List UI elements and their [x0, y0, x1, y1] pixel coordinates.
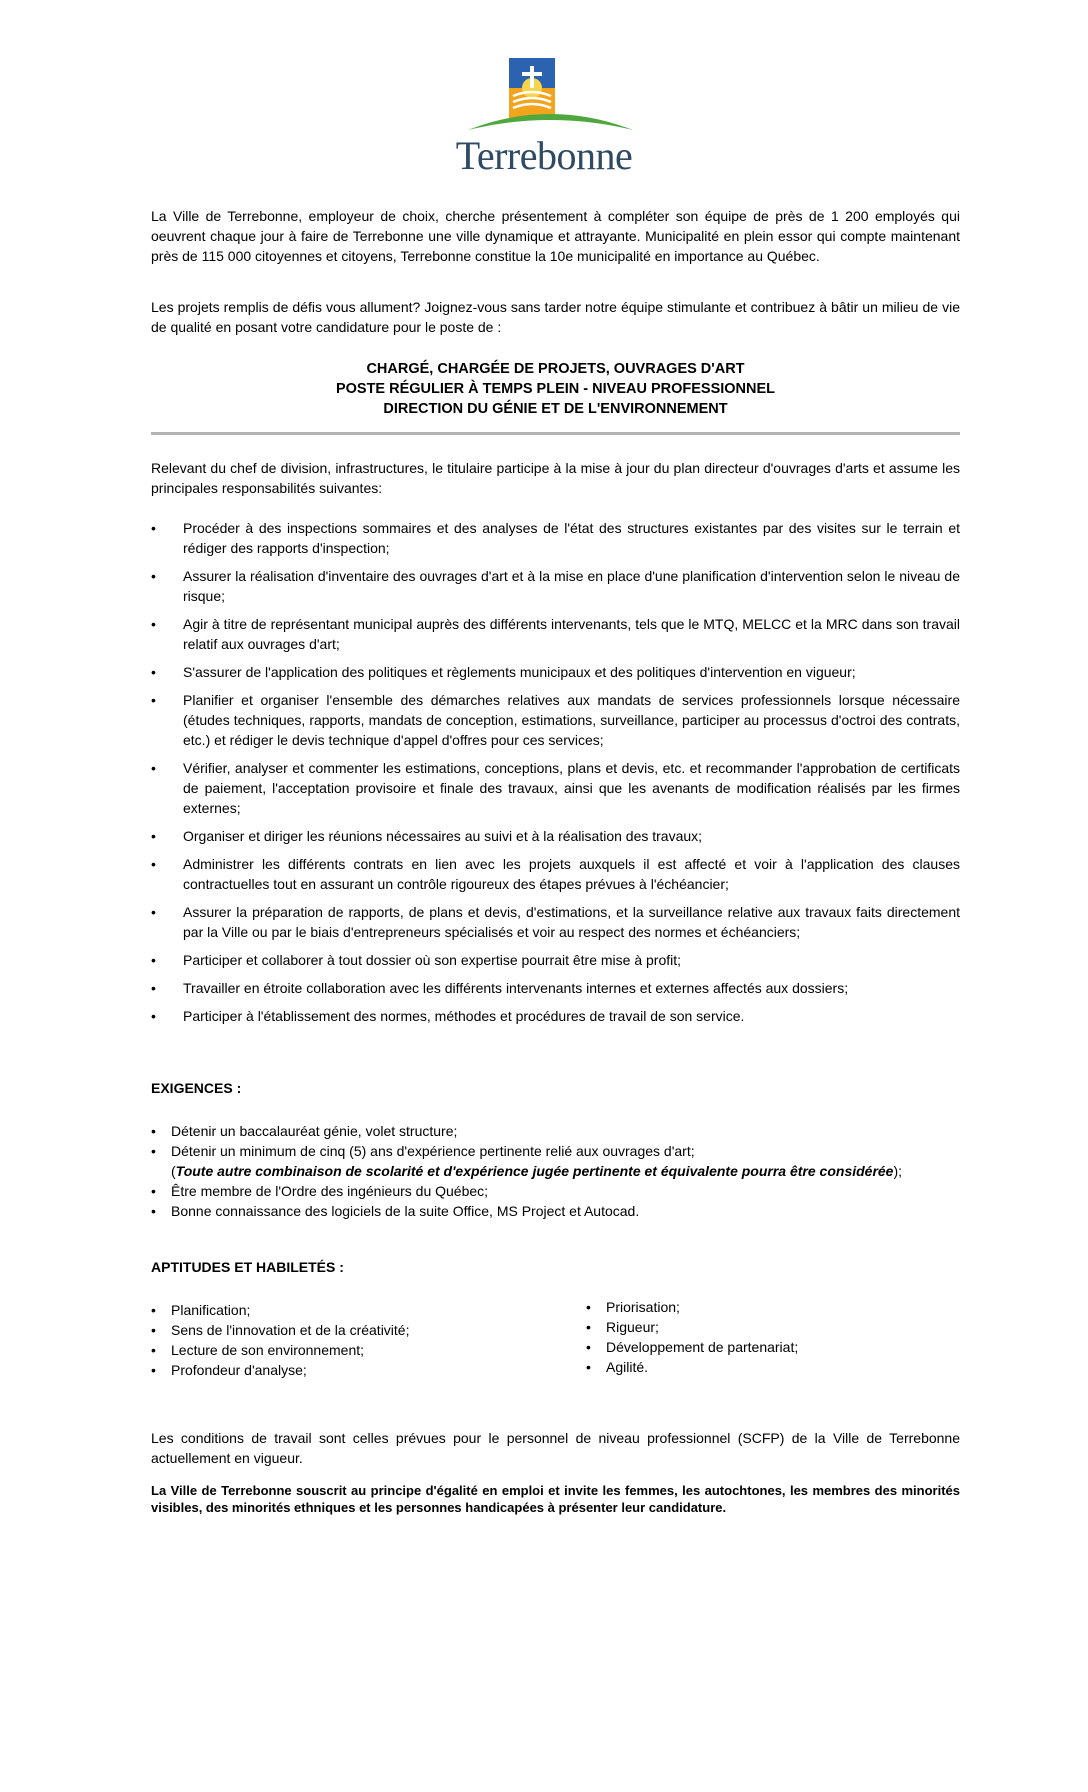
requirements-heading: EXIGENCES : — [151, 1080, 242, 1096]
working-conditions: Les conditions de travail sont celles prévues pour le personnel de niveau professionnel (SCFP) de la Ville de Terrebonne actuellement en vigueur. — [151, 1430, 960, 1466]
requirements-list — [151, 1121, 960, 1161]
intro-paragraph-1: La Ville de Terrebonne, employeur de choix, cherche présentement à compléter son équipe de près de 1 200 employés qui oeuvrent chaque jour à faire de Terrebonne une ville dynamique et attrayante. Municipalité en plein essor qui compte maintenant près de 115 000 citoyennes et citoyens, Terrebonne constitue la 10e municipalité en importance au Québec. — [151, 208, 960, 264]
list-item: • Assurer la préparation de rapports, de plans et devis, d'estimations, et la surveillance relative aux travaux faits directement par la Ville ou par le biais d'entrepreneurs spécialisés et voir au respect des normes et échéanciers; — [151, 902, 960, 942]
list-item: • Assurer la réalisation d'inventaire des ouvrages d'art et à la mise en place d'une planification d'intervention selon le niveau de risque; — [151, 566, 960, 606]
list-item: • Sens de l'innovation et de la créativité; — [151, 1320, 571, 1340]
skills-list-left — [151, 1300, 571, 1380]
job-status: POSTE RÉGULIER À TEMPS PLEIN - NIVEAU PROFESSIONNEL — [335, 381, 776, 397]
list-item: • Détenir un baccalauréat génie, volet structure; — [151, 1121, 960, 1141]
title-divider — [151, 432, 960, 435]
list-item: • Agir à titre de représentant municipal auprès des différents intervenants, tels que le MTQ, MELCC et la MRC dans son travail relatif aux ouvrages d'art; — [151, 614, 960, 654]
requirements-list-cont — [151, 1181, 960, 1221]
duties-list — [151, 518, 960, 1034]
list-item: • Planifier et organiser l'ensemble des démarches relatives aux mandats de services professionnels lorsque nécessaire (études techniques, rapports, mandats de conception, estimations, surveillance, participer au processus d'octroi des contrats, etc.) et rédiger le devis technique d'appel d'offres pour ces services; — [151, 690, 960, 750]
logo-swoosh-icon — [468, 104, 633, 134]
list-item: • Travailler en étroite collaboration avec les différents intervenants internes et externes affectés aux dossiers; — [151, 978, 960, 998]
requirements-note: (Toute autre combinaison de scolarité et d'expérience jugée pertinente et équivalente pourra être considérée); — [171, 1163, 903, 1179]
list-item: • Bonne connaissance des logiciels de la suite Office, MS Project et Autocad. — [151, 1201, 960, 1221]
intro-paragraph-2: Les projets remplis de défis vous allument? Joignez-vous sans tarder notre équipe stimulante et contribuez à bâtir un milieu de vie de qualité en posant votre candidature pour le poste de : — [151, 299, 960, 335]
list-item: • Planification; — [151, 1300, 571, 1320]
list-item: • S'assurer de l'application des politiques et règlements municipaux et des politiques d'intervention en vigueur; — [151, 662, 960, 682]
list-item: • Priorisation; — [586, 1297, 956, 1317]
list-item: • Lecture de son environnement; — [151, 1340, 571, 1360]
list-item: • Développement de partenariat; — [586, 1337, 956, 1357]
list-item: • Agilité. — [586, 1357, 956, 1377]
list-item: • Administrer les différents contrats en lien avec les projets auxquels il est affecté et voir à l'application des clauses contractuelles tout en assurant un contrôle rigoureux des étapes prévues à l'échéancier; — [151, 854, 960, 894]
skills-list-right — [586, 1297, 956, 1377]
list-item: • Vérifier, analyser et commenter les estimations, conceptions, plans et devis, etc. et recommander l'approbation de certificats de paiement, l'acceptation provisoire et finale des travaux, ainsi que les avenants de modification réalisés par les firmes externes; — [151, 758, 960, 818]
list-item: • Rigueur; — [586, 1317, 956, 1337]
job-title: CHARGÉ, CHARGÉE DE PROJETS, OUVRAGES D'ART — [366, 361, 745, 377]
job-department: DIRECTION DU GÉNIE ET DE L'ENVIRONNEMENT — [383, 401, 728, 417]
list-item: • Détenir un minimum de cinq (5) ans d'expérience pertinente relié aux ouvrages d'art; — [151, 1141, 960, 1161]
list-item: • Organiser et diriger les réunions nécessaires au suivi et à la réalisation des travaux; — [151, 826, 960, 846]
list-item: • Participer à l'établissement des normes, méthodes et procédures de travail de son service. — [151, 1006, 960, 1026]
equality-statement: La Ville de Terrebonne souscrit au principe d'égalité en emploi et invite les femmes, les autochtones, les membres des minorités visibles, des minorités ethniques et les personnes handicapées à présenter leur candidature. — [151, 1483, 960, 1515]
list-item: • Procéder à des inspections sommaires et des analyses de l'état des structures existantes par des visites sur le terrain et rédiger des rapports d'inspection; — [151, 518, 960, 558]
list-item: • Profondeur d'analyse; — [151, 1360, 571, 1380]
list-item: • Être membre de l'Ordre des ingénieurs du Québec; — [151, 1181, 960, 1201]
job-title-block — [151, 359, 960, 419]
skills-heading: APTITUDES ET HABILETÉS : — [151, 1259, 344, 1275]
terrebonne-logo — [0, 58, 1088, 183]
responsibilities-intro: Relevant du chef de division, infrastructures, le titulaire participe à la mise à jour du plan directeur d'ouvrages d'arts et assume les principales responsabilités suivantes: — [151, 460, 960, 496]
logo-wordmark: Terrebonne — [455, 133, 633, 178]
list-item: • Participer et collaborer à tout dossier où son expertise pourrait être mise à profit; — [151, 950, 960, 970]
